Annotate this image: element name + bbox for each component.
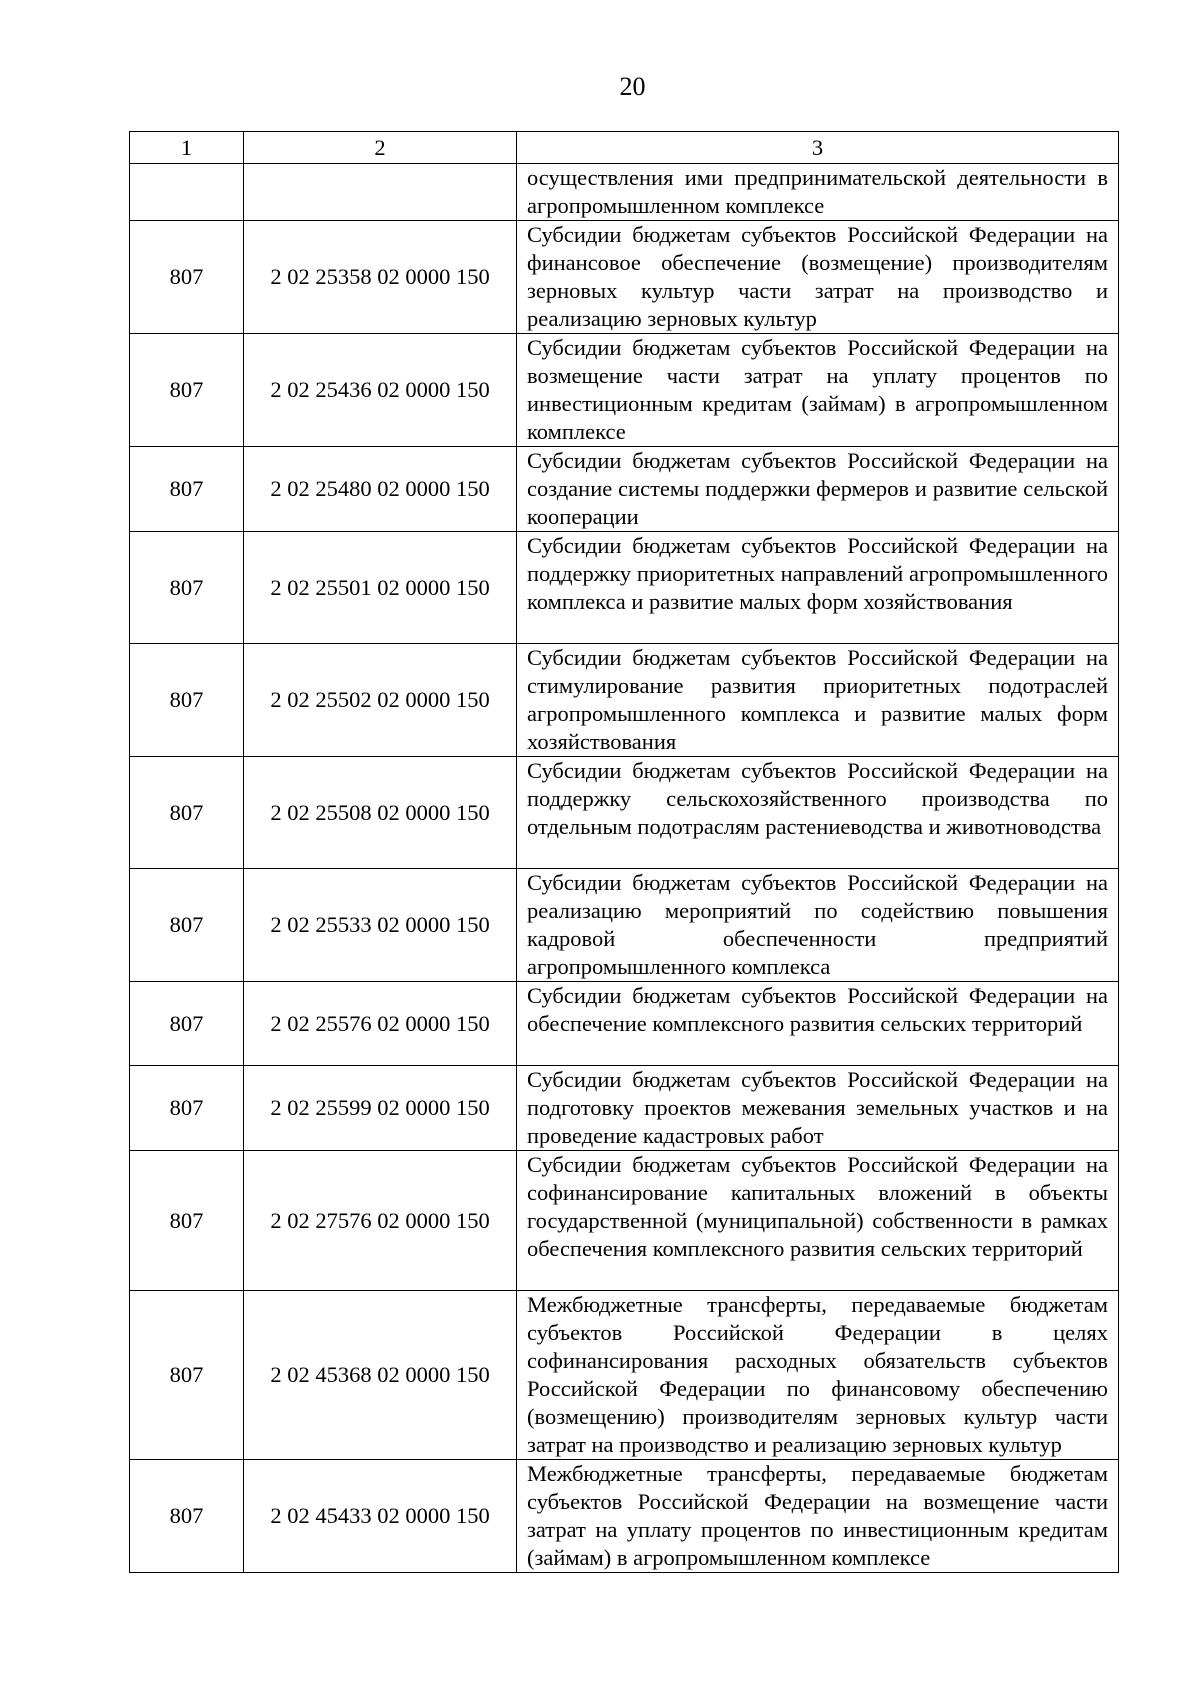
table-row <box>130 1066 1119 1151</box>
budget-codes-table <box>129 131 1119 1573</box>
table-row <box>130 532 1119 644</box>
table-row <box>130 1291 1119 1460</box>
admin-code-cell <box>130 164 244 221</box>
description-cell: Субсидии бюджетам субъектов Российской Федерации на стимулирование развития приоритетных подотраслей агропромышленного комплекса и развитие малых форм хозяйствования <box>517 644 1119 757</box>
income-code-cell: 2 02 25576 02 0000 150 <box>244 982 517 1066</box>
income-code-cell: 2 02 25508 02 0000 150 <box>244 757 517 869</box>
column-header-1: 1 <box>130 132 244 164</box>
income-code-cell: 2 02 45368 02 0000 150 <box>244 1291 517 1460</box>
table-row <box>130 1460 1119 1573</box>
table-row <box>130 644 1119 757</box>
admin-code-cell: 807 <box>130 644 244 757</box>
description-cell: Субсидии бюджетам субъектов Российской Федерации на поддержку приоритетных направлений агропромышленного комплекса и развитие малых форм хозяйствования <box>517 532 1119 644</box>
description-cell: Субсидии бюджетам субъектов Российской Федерации на поддержку сельскохозяйственного производства по отдельным подотраслям растениеводства и животноводства <box>517 757 1119 869</box>
description-cell: Субсидии бюджетам субъектов Российской Федерации на реализацию мероприятий по содействию повышения кадровой обеспеченности предприятий агропромышленного комплекса <box>517 869 1119 982</box>
description-cell: Субсидии бюджетам субъектов Российской Федерации на обеспечение комплексного развития сельских территорий <box>517 982 1119 1066</box>
table-row <box>130 447 1119 532</box>
description-cell: Субсидии бюджетам субъектов Российской Федерации на создание системы поддержки фермеров и развитие сельской кооперации <box>517 447 1119 532</box>
description-cell: Субсидии бюджетам субъектов Российской Федерации на возмещение части затрат на уплату процентов по инвестиционным кредитам (займам) в агропромышленном комплексе <box>517 334 1119 447</box>
admin-code-cell: 807 <box>130 1066 244 1151</box>
table-row <box>130 164 1119 221</box>
description-cell: Субсидии бюджетам субъектов Российской Федерации на финансовое обеспечение (возмещение) производителям зерновых культур части затрат на производство и реализацию зерновых культур <box>517 221 1119 334</box>
income-code-cell: 2 02 45433 02 0000 150 <box>244 1460 517 1573</box>
table-row <box>130 869 1119 982</box>
admin-code-cell: 807 <box>130 532 244 644</box>
admin-code-cell: 807 <box>130 221 244 334</box>
table-row <box>130 982 1119 1066</box>
income-code-cell: 2 02 25502 02 0000 150 <box>244 644 517 757</box>
income-code-cell: 2 02 25436 02 0000 150 <box>244 334 517 447</box>
income-code-cell: 2 02 25358 02 0000 150 <box>244 221 517 334</box>
income-code-cell: 2 02 25599 02 0000 150 <box>244 1066 517 1151</box>
column-header-2: 2 <box>244 132 517 164</box>
table-row <box>130 334 1119 447</box>
admin-code-cell: 807 <box>130 447 244 532</box>
table-header-row <box>130 132 1119 164</box>
description-cell: Межбюджетные трансферты, передаваемые бюджетам субъектов Российской Федерации на возмещение части затрат на уплату процентов по инвестиционным кредитам (займам) в агропромышленном комплексе <box>517 1460 1119 1573</box>
description-cell: Межбюджетные трансферты, передаваемые бюджетам субъектов Российской Федерации в целях софинансирования расходных обязательств субъектов Российской Федерации по финансовому обеспечению (возмещению) производителям зерновых культур части затрат на производство и реализацию зерновых культур <box>517 1291 1119 1460</box>
admin-code-cell: 807 <box>130 334 244 447</box>
income-code-cell: 2 02 25501 02 0000 150 <box>244 532 517 644</box>
column-header-3: 3 <box>517 132 1119 164</box>
income-code-cell <box>244 164 517 221</box>
admin-code-cell: 807 <box>130 1460 244 1573</box>
admin-code-cell: 807 <box>130 869 244 982</box>
table-row <box>130 1151 1119 1291</box>
table-row <box>130 757 1119 869</box>
table-row <box>130 221 1119 334</box>
description-cell: осуществления ими предпринимательской деятельности в агропромышленном комплексе <box>517 164 1119 221</box>
admin-code-cell: 807 <box>130 1151 244 1291</box>
admin-code-cell: 807 <box>130 1291 244 1460</box>
income-code-cell: 2 02 25533 02 0000 150 <box>244 869 517 982</box>
page-number: 20 <box>619 72 646 101</box>
admin-code-cell: 807 <box>130 982 244 1066</box>
description-cell: Субсидии бюджетам субъектов Российской Федерации на софинансирование капитальных вложений в объекты государственной (муниципальной) собственности в рамках обеспечения комплексного развития сельских территорий <box>517 1151 1119 1291</box>
description-cell: Субсидии бюджетам субъектов Российской Федерации на подготовку проектов межевания земельных участков и на проведение кадастровых работ <box>517 1066 1119 1151</box>
income-code-cell: 2 02 25480 02 0000 150 <box>244 447 517 532</box>
income-code-cell: 2 02 27576 02 0000 150 <box>244 1151 517 1291</box>
admin-code-cell: 807 <box>130 757 244 869</box>
